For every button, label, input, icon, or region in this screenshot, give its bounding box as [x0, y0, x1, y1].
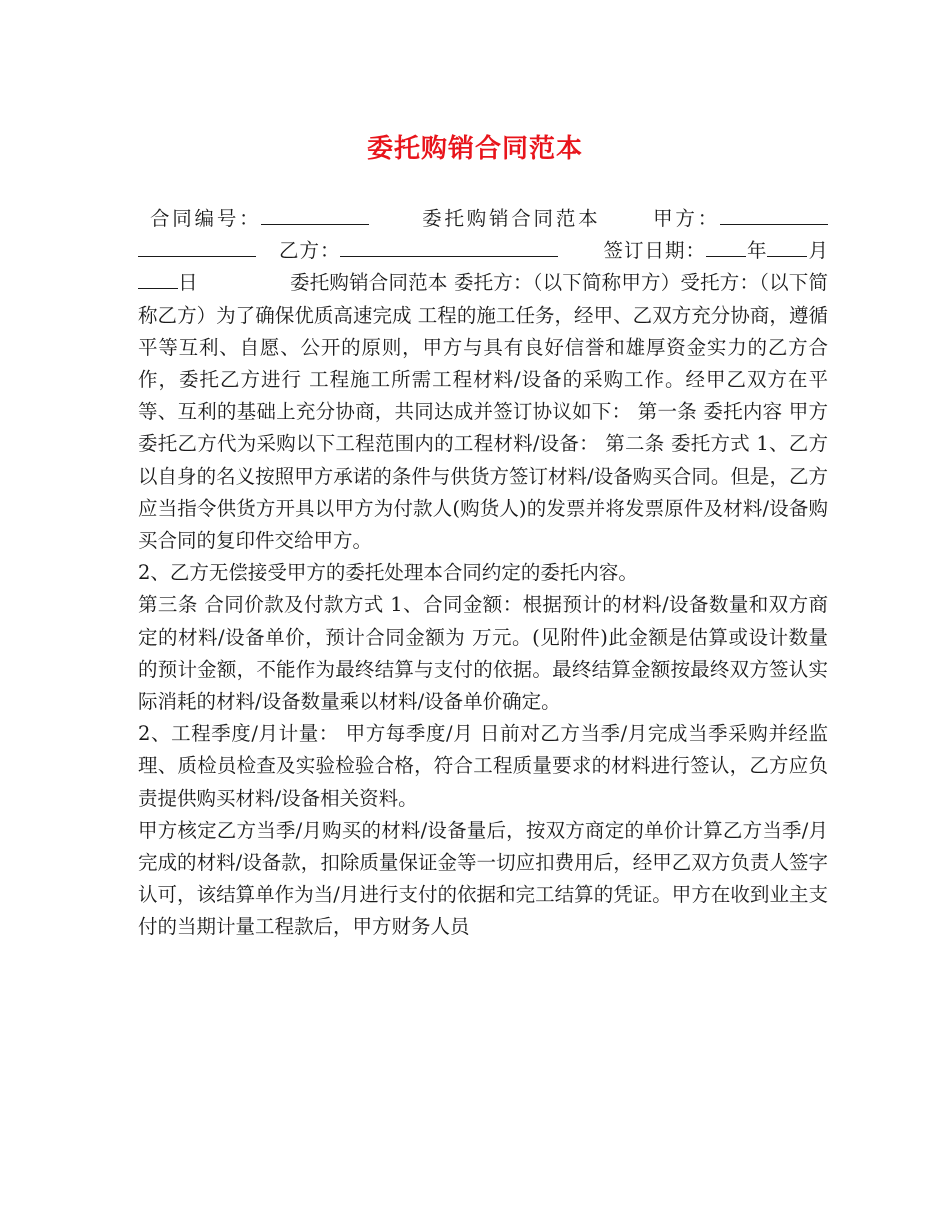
title-repeat: 委托购销合同范本: [419, 207, 601, 230]
contract-no-label: 合同编号：: [150, 207, 262, 230]
year-label: 年: [745, 239, 768, 263]
day-label: 日: [178, 271, 198, 295]
paragraph-2: 2、乙方无偿接受甲方的委托处理本合同约定的委托内容。: [138, 561, 638, 585]
paragraph-5: 甲方核定乙方当季/月购买的材料/设备量后，按双方商定的单价计算乙方当季/月完成的材料/设备款，扣除质量保证金等一切应扣费用后，经甲乙双方负责人签字认可，该结算单作为当/月进行支付的依据和完工结算的凭证。甲方在收到业主支付的当期计量工程款后，甲方财务人员: [138, 818, 828, 939]
month-blank: [767, 238, 807, 257]
party-b-blank: [340, 238, 558, 257]
document-title: 委托购销合同范本: [366, 134, 583, 164]
paragraph-3: 第三条 合同价款及付款方式 1、合同金额：根据预计的材料/设备数量和双方商定的材料/设备单价，预计合同金额为 万元。(见附件)此金额是估算或设计数量的预计金额，不能作为最终结算与支付的依据。最终结算金额按最终双方签认实际消耗的材料/设备数量乘以材料/设备单价确定。: [138, 593, 828, 714]
document-body: [138, 203, 828, 944]
party-a-label: 甲方：: [650, 207, 720, 230]
sign-date-label: 签订日期：: [602, 239, 706, 263]
contract-header-line: [138, 203, 828, 557]
day-blank: [138, 270, 178, 289]
month-label: 月: [807, 239, 828, 263]
paragraph-4: 2、工程季度/月计量： 甲方每季度/月 日前对乙方当季/月完成当季采购并经监理、质检员检查及实验检验合格，符合工程质量要求的材料进行签认，乙方应负责提供购买材料/设备相关资料。: [138, 722, 828, 810]
party-b-label: 乙方：: [278, 239, 341, 263]
party-a-blank-cont: [138, 238, 256, 257]
paragraph-1: 委托购销合同范本 委托方：（以下简称甲方）受托方：（以下简称乙方）为了确保优质高速完成 工程的施工任务，经甲、乙双方充分协商，遵循平等互利、自愿、公开的原则，甲方与具有良好信誉和雄厚资金实力的乙方合作，委托乙方进行 工程施工所需工程材料/设备的采购工作。经甲乙双方在平等、互利的基础上充分协商，共同达成并签订协议如下： 第一条 委托内容 甲方委托乙方代为采购以下工程范围内的工程材料/设备： 第二条 委托方式 1、乙方以自身的名义按照甲方承诺的条件与供货方签订材料/设备购买合同。但是，乙方应当指令供货方开具以甲方为付款人(购货人)的发票并将发票原件及材料/设备购买合同的复印件交给甲方。: [138, 271, 828, 553]
year-blank: [706, 238, 746, 257]
contract-no-blank: [261, 206, 369, 225]
party-a-blank: [720, 206, 828, 225]
